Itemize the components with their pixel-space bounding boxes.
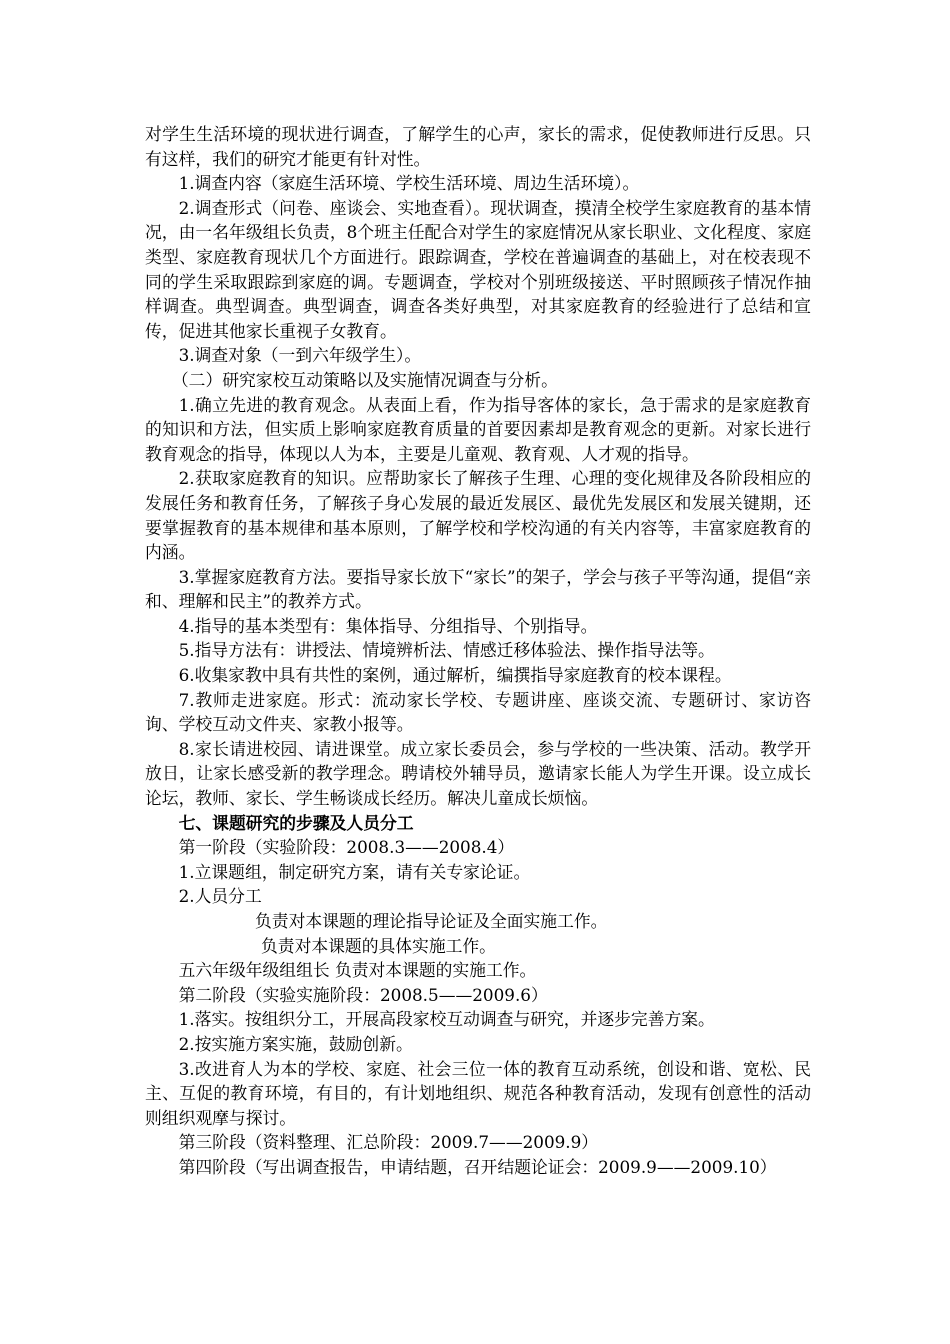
strategy-item-3: 3.掌握家庭教育方法。要指导家长放下“家长”的架子，学会与孩子平等沟通，提倡“亲和、理解和民主”的教养方式。: [145, 566, 811, 612]
strategy-item-4: 4.指导的基本类型有：集体指导、分组指导、个别指导。: [178, 615, 598, 636]
stage-1-item-2: 2.人员分工: [178, 886, 262, 907]
survey-target-item: 3.调查对象（一到六年级学生）。: [178, 345, 422, 366]
stage-2-title: 第二阶段（实验实施阶段：2008.5——2009.6）: [178, 984, 548, 1005]
role-line-3: 五六年级年级组组长 负责对本课题的实施工作。: [178, 960, 537, 981]
strategy-item-1: 1.确立先进的教育观念。从表面上看，作为指导客体的家长，急于需求的是家庭教育的知识和方法，但实质上影响家庭教育质量的首要因素却是教育观念的更新。对家长进行教育观念的指导，体现以人为本，主要是儿童观、教育观、人才观的指导。: [145, 394, 811, 464]
role-line-2: 负责对本课题的具体实施工作。: [261, 935, 496, 956]
strategy-item-7: 7.教师走进家庭。形式：流动家长学校、专题讲座、座谈交流、专题研讨、家访咨询、学校互动文件夹、家教小报等。: [145, 689, 811, 735]
stage-1-title: 第一阶段（实验阶段：2008.3——2008.4）: [178, 837, 515, 858]
stage-2-item-2: 2.按实施方案实施，鼓励创新。: [178, 1033, 413, 1054]
strategy-item-5: 5.指导方法有：讲授法、情境辨析法、情感迁移体验法、操作指导法等。: [178, 640, 715, 661]
stage-2-item-1: 1.落实。按组织分工，开展高段家校互动调查与研究，并逐步完善方案。: [178, 1009, 715, 1030]
survey-content-item: 1.调查内容（家庭生活环境、学校生活环境、周边生活环境）。: [178, 173, 640, 194]
strategy-item-2: 2.获取家庭教育的知识。应帮助家长了解孩子生理、心理的变化规律及各阶段相应的发展任务和教育任务，了解孩子身心发展的最近发展区、最优先发展区和发展关键期，还要掌握教育的基本规律和基本原则，了解学校和学校沟通的有关内容等，丰富家庭教育的内涵。: [145, 468, 811, 563]
strategy-item-8: 8.家长请进校园、请进课堂。成立家长委员会，参与学校的一些决策、活动。教学开放日，让家长感受新的教学理念。聘请校外辅导员，邀请家长能人为学生开课。设立成长论坛，教师、家长、学生畅谈成长经历。解决儿童成长烦恼。: [145, 738, 811, 809]
document-page: [145, 122, 811, 1180]
stage-2-item-3: 3.改进育人为本的学校、家庭、社会三位一体的教育互动系统，创设和谐、宽松、民主、互促的教育环境，有目的，有计划地组织、规范各种教育活动，发现有创意性的活动则组织观摩与探讨。: [145, 1058, 811, 1128]
role-line-1: 负责对本课题的理论指导论证及全面实施工作。: [255, 911, 608, 931]
stage-1-item-1: 1.立课题组，制定研究方案，请有关专家论证。: [178, 861, 531, 882]
section-heading: 七、课题研究的步骤及人员分工: [178, 812, 414, 833]
strategy-item-6: 6.收集家教中具有共性的案例，通过解析，编撰指导家庭教育的校本课程。: [178, 665, 732, 686]
stage-3-title: 第三阶段（资料整理、汇总阶段：2009.7——2009.9）: [178, 1132, 599, 1153]
paragraph-intro: 对学生生活环境的现状进行调查，了解学生的心声，家长的需求，促使教师进行反思。只有这样，我们的研究才能更有针对性。: [145, 124, 811, 169]
stage-4-title: 第四阶段（写出调查报告，申请结题，召开结题论证会：2009.9——2009.10）: [178, 1156, 777, 1177]
section-subtitle: （二）研究家校互动策略以及实施情况调查与分析。: [171, 369, 558, 390]
survey-form-item: 2.调查形式（问卷、座谈会、实地查看）。现状调查，摸清全校学生家庭教育的基本情况，由一名年级组长负责，8个班主任配合对学生的家庭情况从家长职业、文化程度、家庭类型、家庭教育现状几个方面进行。跟踪调查，学校在普遍调查的基础上，对在校表现不同的学生采取跟踪到家庭的调。专题调查，学校对个别班级接送、平时照顾孩子情况作抽样调查。典型调查。典型调查，调查各类好典型，对其家庭教育的经验进行了总结和宣传，促进其他家长重视子女教育。: [145, 197, 811, 341]
